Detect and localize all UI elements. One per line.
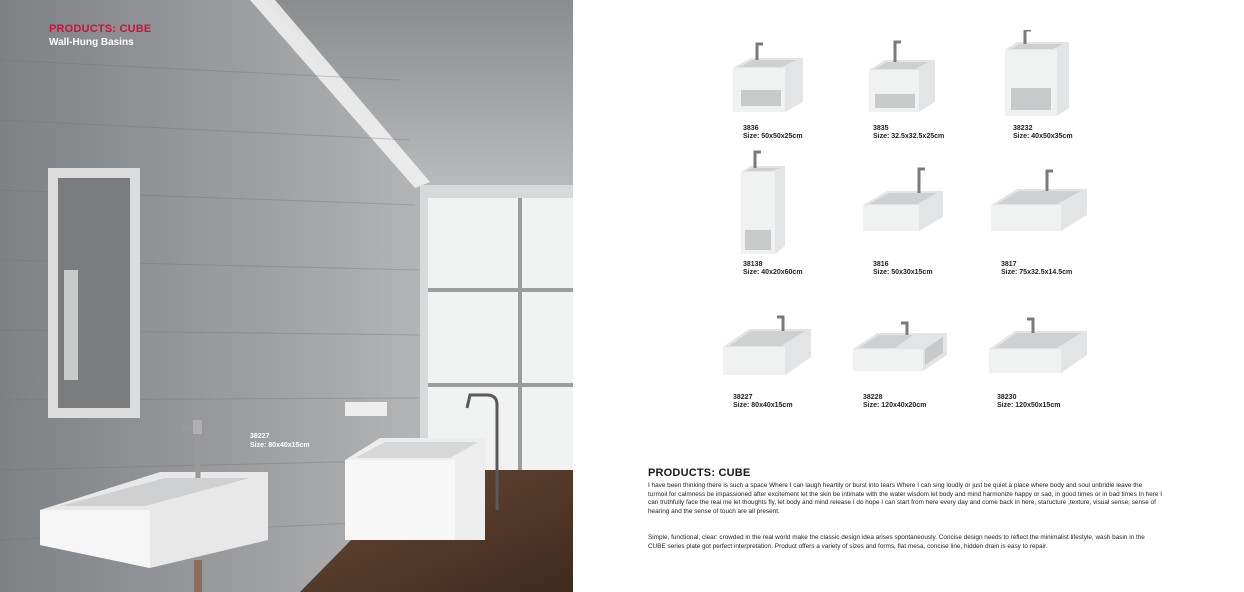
product-catalog-page bbox=[573, 0, 1244, 592]
long-basin-with-shelf-icon bbox=[853, 313, 948, 391]
description-block bbox=[648, 467, 1163, 552]
product-size: Size: 40x50x35cm bbox=[1013, 133, 1073, 140]
product-item bbox=[1003, 30, 1133, 141]
flat-basin-icon bbox=[991, 165, 1091, 258]
product-size: Size: 80x40x15cm bbox=[733, 402, 793, 409]
product-item bbox=[987, 313, 1117, 410]
product-item bbox=[863, 165, 993, 277]
product-code: 38227 bbox=[733, 394, 753, 401]
photo-product-label bbox=[250, 432, 310, 450]
bathroom-photo bbox=[0, 0, 573, 592]
product-item bbox=[863, 40, 993, 141]
basin-with-shelf-icon bbox=[733, 40, 813, 122]
pedestal-basin-icon bbox=[733, 150, 813, 258]
product-size: Size: 40x20x60cm bbox=[743, 269, 803, 276]
description-paragraph-1: I have been thinking there is such a space Where I can laugh heartily or burst into tears Where I can sing loudly or just be quiet a place where body and soul unbridle leave the turmoil for calmness be impassioned after excitement let the skin be intimate with the water wisdom let body and mind harmonize happy or sad, in good times or in bad times In here I can truthfully face the real me let thoughts fly, let body and mind release I do hope I can start from here every day and come back in here, staructure ,texture, visual sense, sense of hearing and the sense of touch are all present. bbox=[648, 482, 1162, 515]
product-code: 3816 bbox=[873, 261, 889, 268]
bathroom-scene-illustration bbox=[0, 0, 573, 592]
product-item bbox=[991, 165, 1121, 277]
description-paragraph-2: Simple, functional, clear: crowded in the real world make the classic design idea arises spontaneously. Concise design needs to reflect the minimalist lifestyle, wash basin in the CUBE series plate got perfect interpretation. Product offers a variety of sizes and forms, flat mesa, concise line, hidden drain is easy to repair. bbox=[648, 534, 1145, 550]
product-code: 38228 bbox=[863, 394, 883, 401]
product-code: 3836 bbox=[743, 125, 759, 132]
product-code: 3817 bbox=[1001, 261, 1017, 268]
photo-product-size: Size: 80x40x15cm bbox=[250, 442, 310, 449]
product-item bbox=[723, 313, 853, 410]
section-title: PRODUCTS: CUBE bbox=[49, 23, 152, 35]
long-basin-icon bbox=[987, 313, 1087, 391]
product-item bbox=[733, 150, 863, 277]
product-code: 38138 bbox=[743, 261, 763, 268]
section-subtitle: Wall-Hung Basins bbox=[49, 37, 134, 48]
flat-basin-icon bbox=[863, 165, 943, 258]
product-size: Size: 50x50x25cm bbox=[743, 133, 803, 140]
product-size: Size: 120x50x15cm bbox=[997, 402, 1061, 409]
product-code: 38230 bbox=[997, 394, 1017, 401]
long-basin-icon bbox=[723, 313, 815, 391]
product-size: Size: 32.5x32.5x25cm bbox=[873, 133, 945, 140]
photo-product-code: 38227 bbox=[250, 433, 270, 440]
product-code: 3835 bbox=[873, 125, 889, 132]
product-size: Size: 50x30x15cm bbox=[873, 269, 933, 276]
product-size: Size: 75x32.5x14.5cm bbox=[1001, 269, 1073, 276]
photo-header bbox=[49, 23, 151, 48]
product-item bbox=[853, 313, 983, 410]
basin-with-shelf-icon bbox=[863, 40, 943, 122]
tall-basin-with-shelf-icon bbox=[1003, 30, 1083, 122]
product-code: 38232 bbox=[1013, 125, 1033, 132]
product-size: Size: 120x40x20cm bbox=[863, 402, 927, 409]
product-item bbox=[733, 40, 863, 141]
description-heading: PRODUCTS: CUBE bbox=[648, 467, 751, 479]
